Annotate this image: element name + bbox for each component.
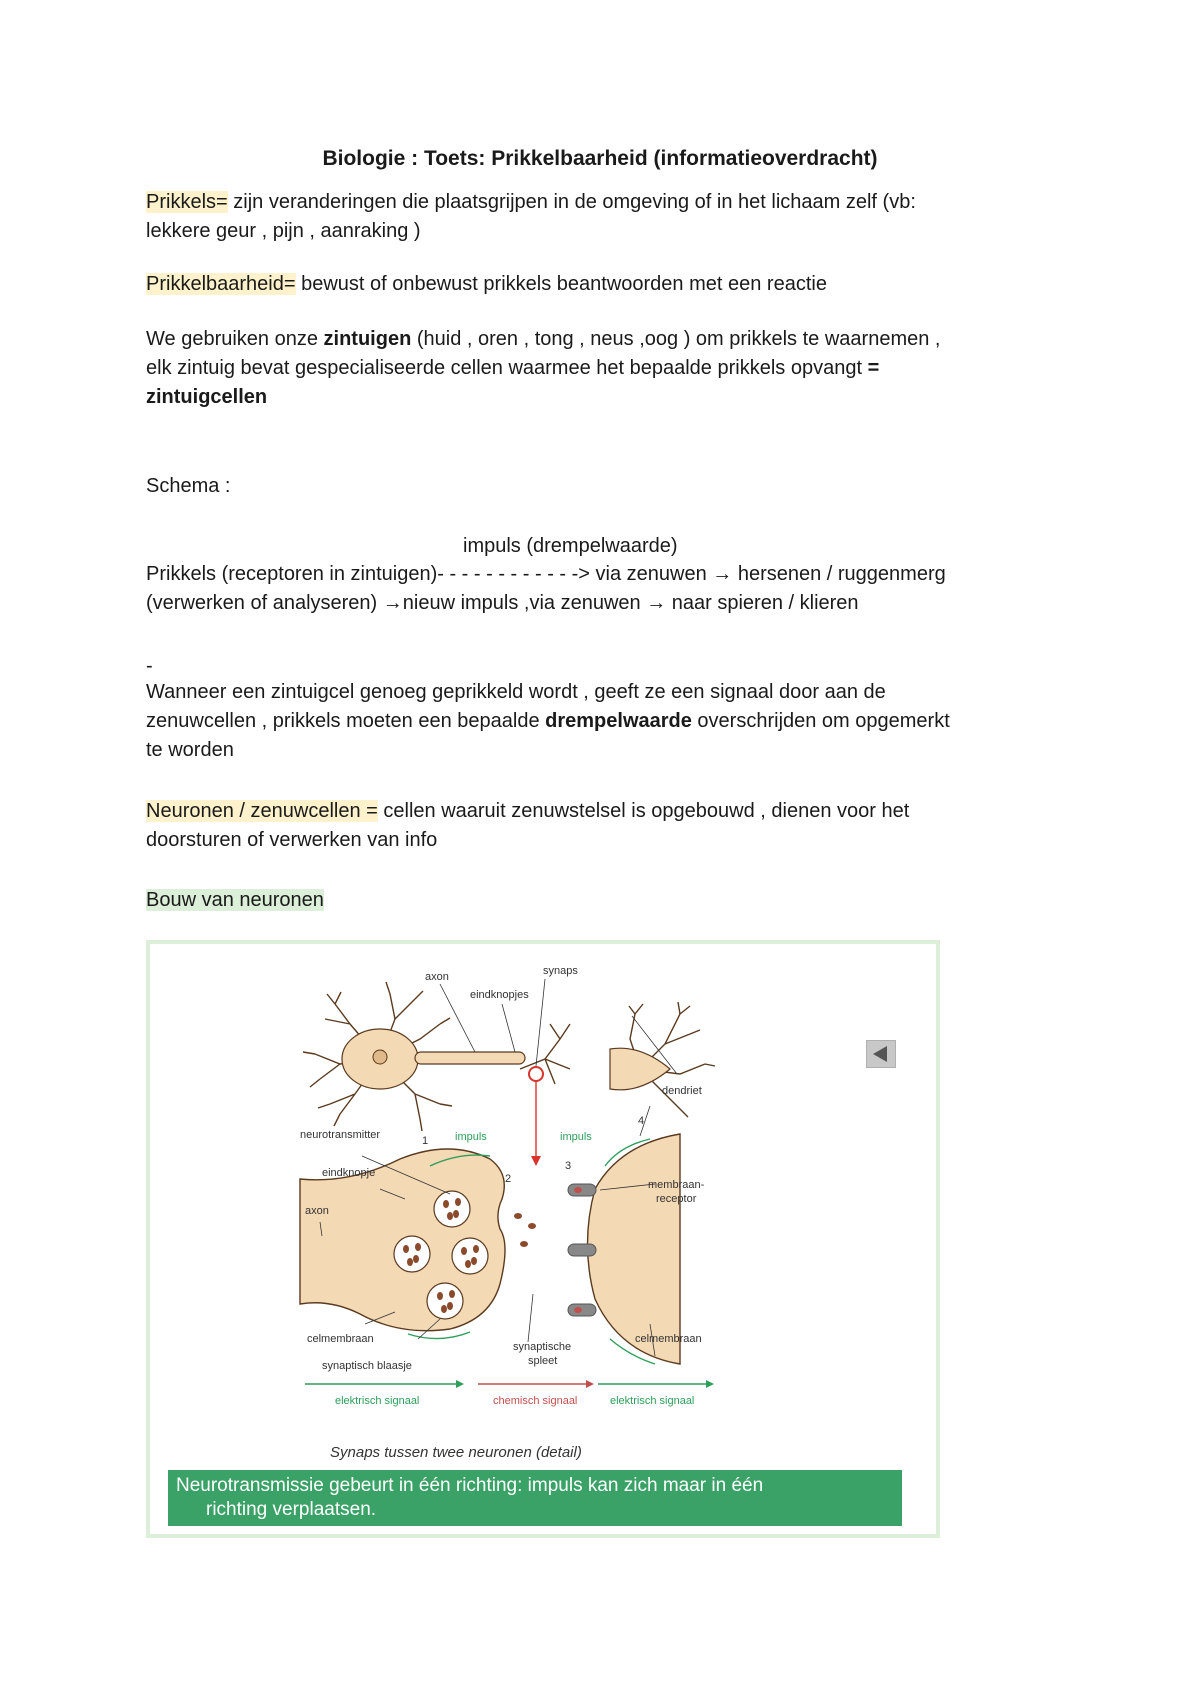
label-step-2: 2	[505, 1173, 512, 1185]
dash-marker: -	[146, 655, 153, 677]
neuronen-definition: cellen waaruit zenuwstelsel is opgebouwd , dienen voor het	[377, 800, 910, 822]
term-neuronen: Neuronen / zenuwcellen =	[146, 800, 378, 822]
paragraph-neuronen	[146, 797, 1066, 855]
schema-impuls: impuls (drempelwaarde)	[463, 535, 678, 557]
label-axon: axon	[305, 1205, 329, 1217]
zintuigen-text-cont: (huid , oren , tong , neus ,oog ) om prikkels te waarnemen ,	[411, 328, 941, 350]
label-celmembraan-right: celmembraan	[635, 1333, 702, 1345]
term-prikkelbaarheid: Prikkelbaarheid=	[146, 273, 296, 295]
previous-arrow-icon[interactable]	[866, 1040, 896, 1068]
drempel-line1: Wanneer een zintuigcel genoeg geprikkeld wordt , geeft ze een signaal door aan de	[146, 681, 886, 703]
label-synaptisch-blaasje: synaptisch blaasje	[322, 1360, 412, 1372]
paragraph-prikkels	[146, 188, 1066, 246]
label-axon-top: axon	[425, 971, 449, 983]
label-step-4: 4	[638, 1115, 645, 1127]
equals-bold: =	[867, 357, 880, 379]
section-heading	[146, 886, 1066, 915]
label-synaptische: synaptische	[513, 1341, 572, 1353]
label-impuls-2: impuls	[560, 1131, 592, 1143]
zintuigen-text: We gebruiken onze	[146, 328, 324, 350]
label-eindknopjes: eindknopjes	[470, 989, 529, 1001]
prikkelbaarheid-definition: bewust of onbewust prikkels beantwoorden met een reactie	[295, 273, 827, 295]
drempelwaarde-bold: drempelwaarde	[545, 710, 692, 732]
prikkels-definition: zijn veranderingen die plaatsgrijpen in de omgeving of in het lichaam zelf (vb:	[227, 191, 916, 213]
schema-line1: Prikkels (receptoren in zintuigen)- - - - - - - - - - - -> via zenuwen → hersenen / ruggenmerg	[146, 563, 946, 585]
synapse-figure	[146, 940, 940, 1538]
schema-line2: (verwerken of analyseren) →nieuw impuls ,via zenuwen → naar spieren / klieren	[146, 592, 859, 614]
info-banner	[168, 1470, 902, 1526]
synapse-detail	[300, 1106, 714, 1388]
figure-caption: Synaps tussen twee neuronen (detail)	[330, 1444, 582, 1461]
banner-line-2: richting verplaatsen.	[206, 1499, 377, 1520]
prikkels-definition-cont: lekkere geur , pijn , aanraking )	[146, 220, 421, 242]
drempel-line2: zenuwcellen , prikkels moeten een bepaalde	[146, 710, 546, 732]
paragraph-drempelwaarde	[146, 678, 1066, 765]
label-membraan-receptor-2: receptor	[656, 1193, 697, 1205]
label-spleet: spleet	[528, 1355, 558, 1367]
label-step-1: 1	[422, 1135, 429, 1147]
term-prikkels: Prikkels=	[146, 191, 228, 213]
label-eindknopje: eindknopje	[322, 1167, 376, 1179]
paragraph-prikkelbaarheid	[146, 270, 1066, 299]
label-elektrisch-signaal-1: elektrisch signaal	[335, 1395, 420, 1407]
label-step-3: 3	[565, 1160, 572, 1172]
section-heading-text: Bouw van neuronen	[146, 889, 324, 911]
drempel-line2-cont: overschrijden om opgemerkt	[691, 710, 950, 732]
label-synaps: synaps	[543, 965, 578, 977]
label-neurotransmitter: neurotransmitter	[300, 1129, 381, 1141]
drempel-line3: te worden	[146, 739, 234, 761]
label-chemisch-signaal: chemisch signaal	[493, 1395, 578, 1407]
page-title: Biologie : Toets: Prikkelbaarheid (informatieoverdracht)	[322, 147, 878, 170]
label-membraan-receptor-1: membraan-	[648, 1179, 705, 1191]
label-dendriet: dendriet	[662, 1085, 702, 1097]
label-elektrisch-signaal-2: elektrisch signaal	[610, 1395, 695, 1407]
zintuigcellen-bold: zintuigcellen	[146, 386, 268, 408]
schema-label: Schema :	[146, 475, 231, 497]
zintuigen-bold: zintuigen	[323, 328, 412, 350]
paragraph-zintuigen	[146, 325, 1066, 412]
label-celmembraan-left: celmembraan	[307, 1333, 374, 1345]
zintuigen-line2: elk zintuig bevat gespecialiseerde cellen waarmee het bepaalde prikkels opvangt	[146, 357, 868, 379]
neuronen-definition-cont: doorsturen of verwerken van info	[146, 829, 438, 851]
label-impuls-1: impuls	[455, 1131, 487, 1143]
banner-line-1: Neurotransmissie gebeurt in één richting: impuls kan zich maar in één	[176, 1475, 764, 1496]
